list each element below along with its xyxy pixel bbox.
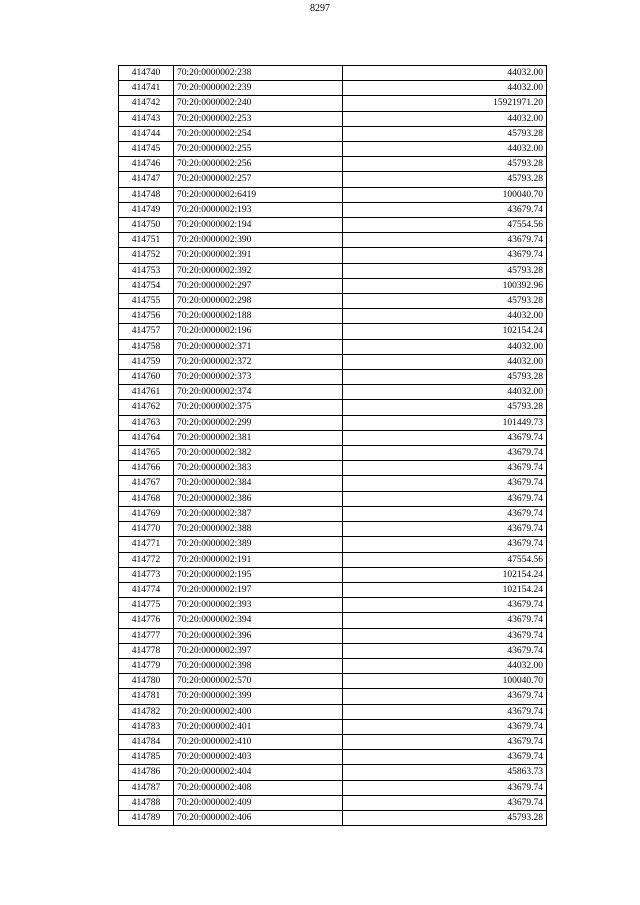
cadastral-number-cell: 70:20:0000002:372 [174,354,343,369]
row-id-cell: 414743 [119,111,174,126]
table-row [119,674,547,689]
row-id-cell: 414778 [119,643,174,658]
table-row [119,370,547,385]
table-row [119,157,547,172]
cadastral-number-cell: 70:20:0000002:196 [174,324,343,339]
cadastral-number-cell: 70:20:0000002:410 [174,734,343,749]
table-row [119,734,547,749]
value-cell: 43679.74 [343,780,547,795]
value-cell: 15921971.20 [343,96,547,111]
table-row [119,187,547,202]
row-id-cell: 414761 [119,385,174,400]
table-row [119,582,547,597]
row-id-cell: 414763 [119,415,174,430]
value-cell: 44032.00 [343,339,547,354]
table-row [119,658,547,673]
row-id-cell: 414775 [119,598,174,613]
value-cell: 43679.74 [343,537,547,552]
row-id-cell: 414767 [119,476,174,491]
value-cell: 43679.74 [343,719,547,734]
table-row [119,233,547,248]
table-row [119,400,547,415]
cadastral-number-cell: 70:20:0000002:253 [174,111,343,126]
cadastral-number-cell: 70:20:0000002:238 [174,66,343,81]
table-row [119,309,547,324]
row-id-cell: 414779 [119,658,174,673]
cadastral-number-cell: 70:20:0000002:6419 [174,187,343,202]
value-cell: 44032.00 [343,658,547,673]
table-row [119,263,547,278]
value-cell: 43679.74 [343,628,547,643]
value-cell: 43679.74 [343,233,547,248]
table-row [119,628,547,643]
value-cell: 43679.74 [343,704,547,719]
cadastral-number-cell: 70:20:0000002:382 [174,446,343,461]
cadastral-number-cell: 70:20:0000002:297 [174,278,343,293]
cadastral-number-cell: 70:20:0000002:195 [174,567,343,582]
cadastral-number-cell: 70:20:0000002:375 [174,400,343,415]
table-body [119,66,547,826]
row-id-cell: 414748 [119,187,174,202]
row-id-cell: 414742 [119,96,174,111]
value-cell: 44032.00 [343,66,547,81]
cadastral-number-cell: 70:20:0000002:193 [174,202,343,217]
cadastral-number-cell: 70:20:0000002:409 [174,795,343,810]
value-cell: 45793.28 [343,157,547,172]
cadastral-number-cell: 70:20:0000002:387 [174,506,343,521]
value-cell: 43679.74 [343,476,547,491]
value-cell: 43679.74 [343,506,547,521]
value-cell: 101449.73 [343,415,547,430]
value-cell: 100392.96 [343,278,547,293]
table-row [119,689,547,704]
table-row [119,81,547,96]
value-cell: 45793.28 [343,400,547,415]
row-id-cell: 414765 [119,446,174,461]
value-cell: 45793.28 [343,294,547,309]
value-cell: 45793.28 [343,370,547,385]
cadastral-number-cell: 70:20:0000002:194 [174,218,343,233]
cadastral-number-cell: 70:20:0000002:255 [174,142,343,157]
value-cell: 45793.28 [343,810,547,825]
cadastral-number-cell: 70:20:0000002:391 [174,248,343,263]
row-id-cell: 414787 [119,780,174,795]
table-row [119,446,547,461]
table-row [119,750,547,765]
value-cell: 43679.74 [343,202,547,217]
row-id-cell: 414764 [119,430,174,445]
cadastral-number-cell: 70:20:0000002:400 [174,704,343,719]
cadastral-number-cell: 70:20:0000002:299 [174,415,343,430]
cadastral-number-cell: 70:20:0000002:389 [174,537,343,552]
row-id-cell: 414751 [119,233,174,248]
cadastral-number-cell: 70:20:0000002:197 [174,582,343,597]
cadastral-number-cell: 70:20:0000002:408 [174,780,343,795]
row-id-cell: 414783 [119,719,174,734]
cadastral-number-cell: 70:20:0000002:188 [174,309,343,324]
table-row [119,415,547,430]
cadastral-number-cell: 70:20:0000002:404 [174,765,343,780]
cadastral-number-cell: 70:20:0000002:374 [174,385,343,400]
row-id-cell: 414747 [119,172,174,187]
cadastral-number-cell: 70:20:0000002:371 [174,339,343,354]
value-cell: 100040.70 [343,674,547,689]
row-id-cell: 414744 [119,126,174,141]
row-id-cell: 414789 [119,810,174,825]
row-id-cell: 414777 [119,628,174,643]
cadastral-number-cell: 70:20:0000002:392 [174,263,343,278]
table-row [119,795,547,810]
value-cell: 43679.74 [343,613,547,628]
cadastral-number-cell: 70:20:0000002:388 [174,522,343,537]
value-cell: 44032.00 [343,309,547,324]
row-id-cell: 414784 [119,734,174,749]
cadastral-number-cell: 70:20:0000002:396 [174,628,343,643]
value-cell: 44032.00 [343,142,547,157]
table-row [119,522,547,537]
row-id-cell: 414759 [119,354,174,369]
table-row [119,810,547,825]
row-id-cell: 414768 [119,491,174,506]
value-cell: 43679.74 [343,461,547,476]
row-id-cell: 414755 [119,294,174,309]
value-cell: 44032.00 [343,385,547,400]
row-id-cell: 414746 [119,157,174,172]
row-id-cell: 414750 [119,218,174,233]
value-cell: 44032.00 [343,111,547,126]
value-cell: 43679.74 [343,734,547,749]
table-row [119,218,547,233]
row-id-cell: 414769 [119,506,174,521]
table-row [119,248,547,263]
table-row [119,613,547,628]
value-cell: 102154.24 [343,567,547,582]
value-cell: 43679.74 [343,795,547,810]
cadastral-number-cell: 70:20:0000002:393 [174,598,343,613]
value-cell: 44032.00 [343,354,547,369]
cadastral-number-cell: 70:20:0000002:191 [174,552,343,567]
cadastral-number-cell: 70:20:0000002:384 [174,476,343,491]
value-cell: 102154.24 [343,582,547,597]
table-row [119,324,547,339]
row-id-cell: 414760 [119,370,174,385]
row-id-cell: 414752 [119,248,174,263]
table-row [119,172,547,187]
table-row [119,96,547,111]
row-id-cell: 414786 [119,765,174,780]
row-id-cell: 414772 [119,552,174,567]
row-id-cell: 414788 [119,795,174,810]
cadastral-number-cell: 70:20:0000002:373 [174,370,343,385]
cadastral-number-cell: 70:20:0000002:406 [174,810,343,825]
table-row [119,385,547,400]
cadastral-number-cell: 70:20:0000002:257 [174,172,343,187]
value-cell: 44032.00 [343,81,547,96]
cadastral-number-cell: 70:20:0000002:403 [174,750,343,765]
cadastral-number-cell: 70:20:0000002:401 [174,719,343,734]
table-row [119,339,547,354]
row-id-cell: 414782 [119,704,174,719]
table-row [119,66,547,81]
value-cell: 45793.28 [343,263,547,278]
row-id-cell: 414780 [119,674,174,689]
cadastral-number-cell: 70:20:0000002:239 [174,81,343,96]
value-cell: 47554.56 [343,218,547,233]
value-cell: 43679.74 [343,248,547,263]
row-id-cell: 414781 [119,689,174,704]
value-cell: 43679.74 [343,598,547,613]
table-row [119,765,547,780]
row-id-cell: 414773 [119,567,174,582]
table-row [119,506,547,521]
cadastral-number-cell: 70:20:0000002:240 [174,96,343,111]
table-row [119,430,547,445]
value-cell: 43679.74 [343,522,547,537]
row-id-cell: 414756 [119,309,174,324]
value-cell: 43679.74 [343,643,547,658]
cadastral-number-cell: 70:20:0000002:390 [174,233,343,248]
cadastral-number-cell: 70:20:0000002:398 [174,658,343,673]
table-row [119,537,547,552]
cadastral-number-cell: 70:20:0000002:394 [174,613,343,628]
table-row [119,278,547,293]
cadastral-number-cell: 70:20:0000002:570 [174,674,343,689]
value-cell: 45793.28 [343,126,547,141]
cadastral-number-cell: 70:20:0000002:256 [174,157,343,172]
value-cell: 43679.74 [343,750,547,765]
row-id-cell: 414776 [119,613,174,628]
table-row [119,354,547,369]
table-row [119,643,547,658]
row-id-cell: 414753 [119,263,174,278]
value-cell: 45863.73 [343,765,547,780]
cadastral-value-table [118,65,547,826]
table-row [119,704,547,719]
value-cell: 43679.74 [343,491,547,506]
table-row [119,111,547,126]
row-id-cell: 414770 [119,522,174,537]
row-id-cell: 414774 [119,582,174,597]
value-cell: 102154.24 [343,324,547,339]
table-row [119,719,547,734]
table-row [119,491,547,506]
value-cell: 43679.74 [343,446,547,461]
value-cell: 43679.74 [343,430,547,445]
table-row [119,567,547,582]
table-row [119,126,547,141]
row-id-cell: 414757 [119,324,174,339]
row-id-cell: 414749 [119,202,174,217]
table-row [119,552,547,567]
page-number: 8297 [310,3,330,14]
value-cell: 47554.56 [343,552,547,567]
value-cell: 100040.70 [343,187,547,202]
row-id-cell: 414785 [119,750,174,765]
cadastral-number-cell: 70:20:0000002:381 [174,430,343,445]
table-row [119,294,547,309]
table-row [119,476,547,491]
cadastral-number-cell: 70:20:0000002:254 [174,126,343,141]
table-row [119,598,547,613]
row-id-cell: 414741 [119,81,174,96]
row-id-cell: 414740 [119,66,174,81]
table-row [119,142,547,157]
cadastral-number-cell: 70:20:0000002:397 [174,643,343,658]
cadastral-number-cell: 70:20:0000002:399 [174,689,343,704]
cadastral-number-cell: 70:20:0000002:386 [174,491,343,506]
value-cell: 43679.74 [343,689,547,704]
table-row [119,780,547,795]
row-id-cell: 414754 [119,278,174,293]
table-row [119,461,547,476]
row-id-cell: 414745 [119,142,174,157]
cadastral-number-cell: 70:20:0000002:383 [174,461,343,476]
table-row [119,202,547,217]
row-id-cell: 414766 [119,461,174,476]
value-cell: 45793.28 [343,172,547,187]
row-id-cell: 414762 [119,400,174,415]
row-id-cell: 414771 [119,537,174,552]
row-id-cell: 414758 [119,339,174,354]
cadastral-number-cell: 70:20:0000002:298 [174,294,343,309]
